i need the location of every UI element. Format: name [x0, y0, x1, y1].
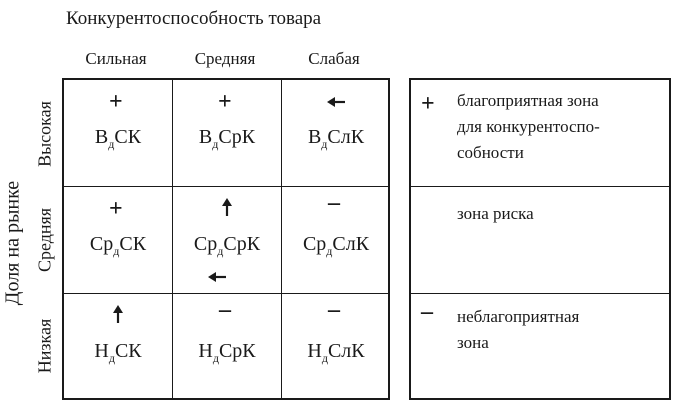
cell-label-main: В — [198, 126, 213, 148]
minus-icon: – — [328, 190, 340, 216]
cell-label-suffix: СлК — [327, 126, 365, 148]
minus-icon: – — [421, 299, 433, 325]
legend-item-unfavorable — [411, 294, 669, 400]
plus-icon: + — [109, 89, 123, 115]
minus-icon: – — [219, 297, 231, 323]
cell-label-subscript: д — [212, 137, 219, 151]
cell-label-main: Ср — [302, 233, 327, 255]
legend — [409, 78, 671, 400]
matrix-cell — [64, 294, 172, 400]
cell-label-subscript: д — [113, 244, 120, 258]
row-header-medium: Средняя — [34, 207, 55, 273]
cell-label — [282, 233, 390, 259]
matrix-cell — [173, 294, 281, 400]
legend-item-favorable — [411, 80, 669, 186]
cell-label-subscript: д — [326, 244, 333, 258]
diagram-title: Конкурентоспособность товара — [66, 8, 322, 29]
matrix-cell — [64, 187, 172, 293]
cell-label-subscript: д — [321, 137, 328, 151]
cell-label-subscript: д — [212, 351, 219, 365]
cell-label-suffix: СрК — [223, 233, 261, 255]
cell-label-suffix: СрК — [218, 340, 256, 362]
arrow-up-icon — [108, 304, 128, 324]
row-header-high: Высокая — [34, 101, 55, 167]
matrix-cell — [282, 294, 390, 400]
legend-text-unfavorable: неблагоприятная зона — [457, 307, 580, 352]
plus-icon: + — [109, 196, 123, 222]
cell-label-subscript: д — [108, 351, 115, 365]
cell-label-main: Н — [94, 340, 109, 362]
cell-label — [173, 340, 281, 366]
matrix-cell — [173, 187, 281, 293]
cell-label — [64, 126, 172, 152]
cell-label-suffix: СК — [119, 233, 147, 255]
cell-label-main: Ср — [89, 233, 114, 255]
cell-label-suffix: СлК — [332, 233, 370, 255]
arrow-up-icon — [217, 197, 237, 217]
arrow-left-icon — [207, 267, 227, 287]
y-axis-label: Доля на рынке — [1, 180, 24, 306]
matrix-cell — [173, 80, 281, 186]
cell-label — [64, 233, 172, 259]
legend-text-risk: зона риска — [457, 204, 534, 223]
arrow-left-icon — [326, 92, 346, 112]
cell-label-suffix: СлК — [327, 340, 365, 362]
cell-label — [173, 126, 281, 152]
minus-icon: – — [328, 297, 340, 323]
matrix-cell — [282, 187, 390, 293]
cell-label-main: В — [94, 126, 109, 148]
matrix-cell — [64, 80, 172, 186]
row-header-low: Низкая — [34, 318, 55, 374]
plus-icon: + — [421, 91, 435, 117]
cell-label-subscript: д — [108, 137, 115, 151]
cell-label-main: Ср — [193, 233, 218, 255]
column-header-weak: Слабая — [308, 49, 360, 68]
cell-label — [282, 340, 390, 366]
cell-label — [173, 233, 281, 259]
cell-label — [282, 126, 390, 152]
cell-label-suffix: СК — [114, 340, 142, 362]
cell-label-suffix: СК — [114, 126, 142, 148]
cell-label-main: Н — [307, 340, 322, 362]
column-header-medium: Средняя — [194, 49, 256, 68]
plus-icon: + — [218, 89, 232, 115]
cell-label-main: Н — [198, 340, 213, 362]
cell-label-main: В — [307, 126, 322, 148]
cell-label — [64, 340, 172, 366]
matrix — [62, 78, 390, 400]
column-header-strong: Сильная — [85, 49, 147, 68]
cell-label-subscript: д — [217, 244, 224, 258]
matrix-cell — [282, 80, 390, 186]
cell-label-suffix: СрК — [218, 126, 256, 148]
cell-label-subscript: д — [321, 351, 328, 365]
legend-text-favorable: благоприятная зона для конкурентоспо- собности — [457, 91, 600, 162]
legend-item-risk — [411, 187, 669, 293]
